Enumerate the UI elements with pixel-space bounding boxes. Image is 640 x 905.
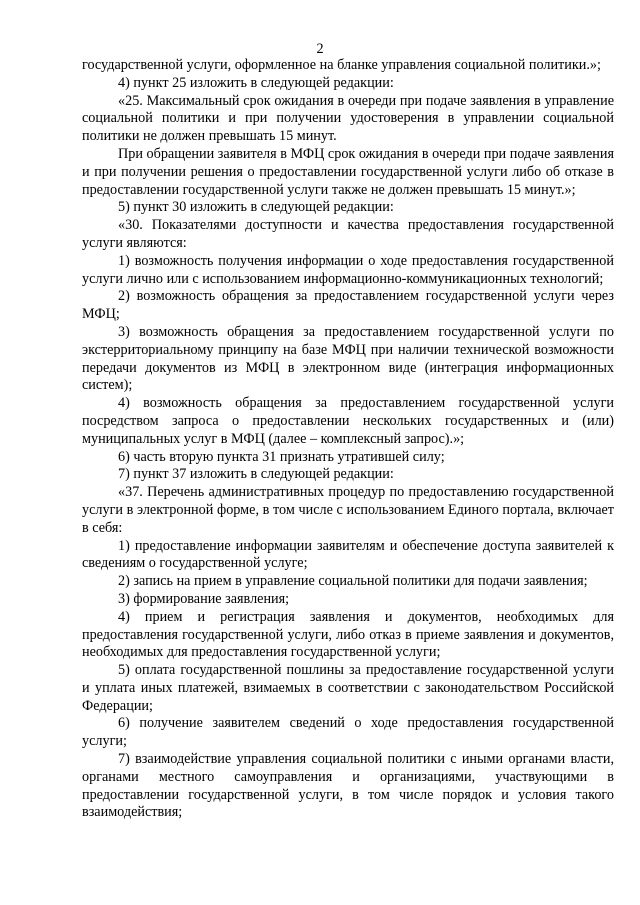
paragraph: 7) взаимодействие управления социальной политики с иными органами власти, органами местного самоуправления и организациями, участвующими в предоставлении государственной услуги, в том числе порядок и условия такого взаимодействия; bbox=[82, 751, 614, 821]
paragraph: 6) часть вторую пункта 31 признать утратившей силу; bbox=[118, 448, 445, 465]
paragraph: 7) пункт 37 изложить в следующей редакции: bbox=[118, 466, 394, 483]
document-body bbox=[82, 57, 614, 822]
paragraph: 6) получение заявителем сведений о ходе предоставления государственной услуги; bbox=[82, 715, 614, 750]
page-number: 2 bbox=[316, 41, 324, 57]
paragraph: государственной услуги, оформленное на бланке управления социальной политики.»; bbox=[82, 57, 601, 73]
paragraph: 3) возможность обращения за предоставлением государственной услуги по экстерриториальному принципу на базе МФЦ при наличии технической возможности передачи документов из МФЦ в электронном виде (интеграция информационных систем); bbox=[82, 323, 614, 394]
paragraph: «25. Максимальный срок ожидания в очереди при подаче заявления в управление социальной политики и при получении удостоверения в управлении социальной политики не должен превышать 15 минут. bbox=[82, 92, 614, 145]
paragraph: «37. Перечень административных процедур по предоставлению государственной услуги в электронной форме, в том числе с использованием Единого портала, включает в себя: bbox=[82, 484, 614, 536]
paragraph: 2) возможность обращения за предоставлением государственной услуги через МФЦ; bbox=[82, 288, 614, 323]
paragraph: 5) пункт 30 изложить в следующей редакции: bbox=[118, 199, 394, 216]
paragraph: 3) формирование заявления; bbox=[118, 590, 290, 607]
paragraph: 4) прием и регистрация заявления и документов, необходимых для предоставления государственной услуги, либо отказ в приеме заявления и документов, необходимых для предоставления государственной услуги; bbox=[82, 608, 614, 661]
paragraph: 4) возможность обращения за предоставлением государственной услуги посредством запроса о предоставлении нескольких государственных и (или) муниципальных услуг в МФЦ (далее – комплексный запрос).»; bbox=[82, 395, 614, 447]
paragraph: 5) оплата государственной пошлины за предоставление государственной услуги и уплата иных платежей, взимаемых в соответствии с законодательством Российской Федерации; bbox=[82, 662, 614, 714]
paragraph: 1) возможность получения информации о ходе предоставления государственной услуги лично или с использованием информационно-коммуникационных технологий; bbox=[82, 252, 614, 287]
paragraph: 2) запись на прием в управление социальной политики для подачи заявления; bbox=[118, 573, 588, 590]
paragraph: «30. Показателями доступности и качества предоставления государственной услуги являются: bbox=[82, 217, 614, 251]
paragraph: 1) предоставление информации заявителям и обеспечение доступа заявителей к сведениям о государственной услуге; bbox=[82, 537, 614, 572]
paragraph: 4) пункт 25 изложить в следующей редакции: bbox=[118, 74, 394, 91]
paragraph: При обращении заявителя в МФЦ срок ожидания в очереди при подаче заявления и при получении решения о предоставлении государственной услуги либо об отказе в предоставлении государственной услуги также не должен превышать 15 минут.»; bbox=[82, 145, 614, 198]
